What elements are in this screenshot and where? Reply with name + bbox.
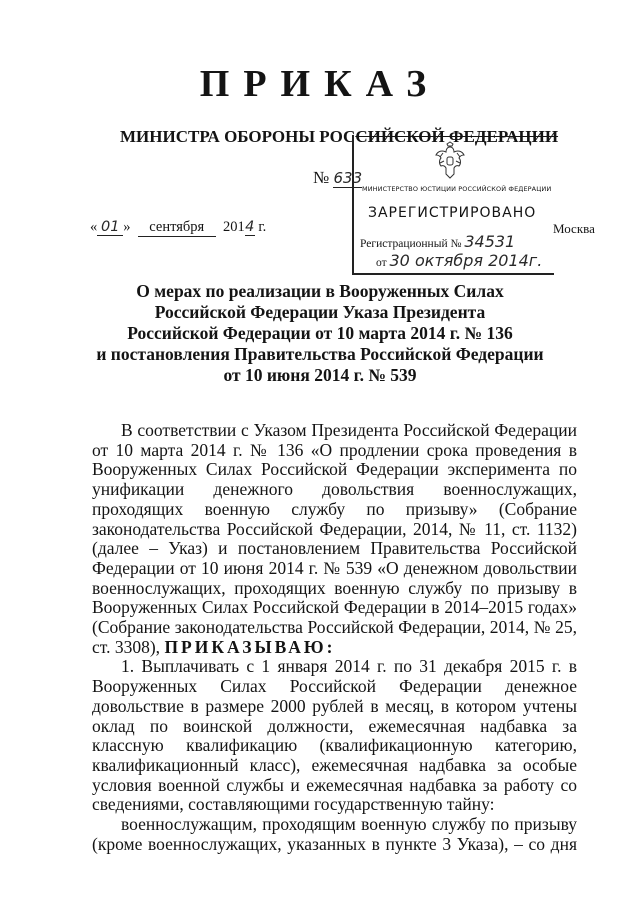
registered-label: ЗАРЕГИСТРИРОВАНО (368, 205, 537, 221)
preamble-paragraph (92, 421, 577, 657)
subject-line: и постановления Правительства Российской Федерации (96, 344, 544, 364)
registration-date-label: от (376, 257, 387, 269)
registration-number-label: Регистрационный № (360, 238, 462, 250)
double-headed-eagle-emblem-icon (434, 141, 466, 181)
date-year-prefix: 201 (223, 219, 245, 235)
clause-1-subparagraph: военнослужащим, проходящим военную службу по призыву (кроме военнослужащих, указанных в пункте 3 Указа), – со дня (92, 814, 577, 854)
order-body (92, 421, 577, 854)
order-directive: ПРИКАЗЫВАЮ: (164, 636, 336, 657)
registration-number-handwritten: 34531 (464, 232, 516, 251)
issuer-text-struck: СИЙСКОЙ ФЕДЕРАЦИИ (355, 127, 559, 146)
date-year-digit-handwritten: 4 (245, 219, 255, 235)
ministry-name: МИНИСТЕРСТВО ЮСТИЦИИ РОССИЙСКОЙ ФЕДЕРАЦИИ (362, 185, 552, 193)
registration-stamp (352, 135, 554, 275)
document-title: ПРИКАЗ (199, 63, 441, 105)
issuer-text: МИНИСТРА ОБОРОНЫ РОС (120, 127, 356, 146)
date-month: сентября (138, 219, 216, 237)
subject-line: от 10 июня 2014 г. № 539 (223, 365, 417, 385)
date-open-quote: « (90, 219, 98, 235)
clause-1-paragraph: 1. Выплачивать с 1 января 2014 г. по 31 декабря 2015 г. в Вооруженных Силах Российской Федерации денежное довольствие в размере 2000 рублей в месяц, в котором учтены оклад по воинской должности, ежемесячная надбавка за классную квалификацию (квалификационную категорию, квалификационный класс), ежемесячная надбавка за особые условия военной службы и ежемесячная надбавка за работу со сведениями, составляющими государственную тайну: (92, 656, 577, 815)
order-date-line (90, 219, 266, 237)
registration-number-line (360, 232, 515, 251)
subject-line: Российской Федерации Указа Президента (154, 302, 486, 322)
registration-date-handwritten: 30 октября 2014г. (389, 251, 543, 270)
registration-date-line (376, 251, 542, 270)
date-close-quote: » (123, 219, 131, 235)
date-year-suffix: г. (258, 219, 267, 235)
preamble-text: В соответствии с Указом Президента Российской Федерации от 10 марта 2014 г. № 136 «О продлении срока проведения в Вооруженных Силах Российской Федерации эксперимента по унификации денежного довольствия военнослужащих, проходящих военную службу по призыву» (Собрание законодательства Российской Федерации, 2014, № 11, ст. 1132) (далее – Указ) и постановлением Правительства Российской Федерации от 10 июня 2014 г. № 539 «О денежном довольствии военнослужащих, проходящих военную службу по призыву в Вооруженных Силах Российской Федерации в 2014–2015 годах» (Собрание законодательства Российской Федерации, 2014, № 25, ст. 3308), (92, 420, 577, 657)
subject-line: Российской Федерации от 10 марта 2014 г. № 136 (127, 323, 513, 343)
number-sign: № (313, 168, 330, 187)
order-number-handwritten: 633 (333, 169, 363, 187)
subject-line: О мерах по реализации в Вооруженных Силах (136, 281, 504, 301)
date-day-handwritten: 01 (97, 219, 123, 236)
order-subject (90, 281, 550, 386)
city: Москва (553, 221, 595, 236)
